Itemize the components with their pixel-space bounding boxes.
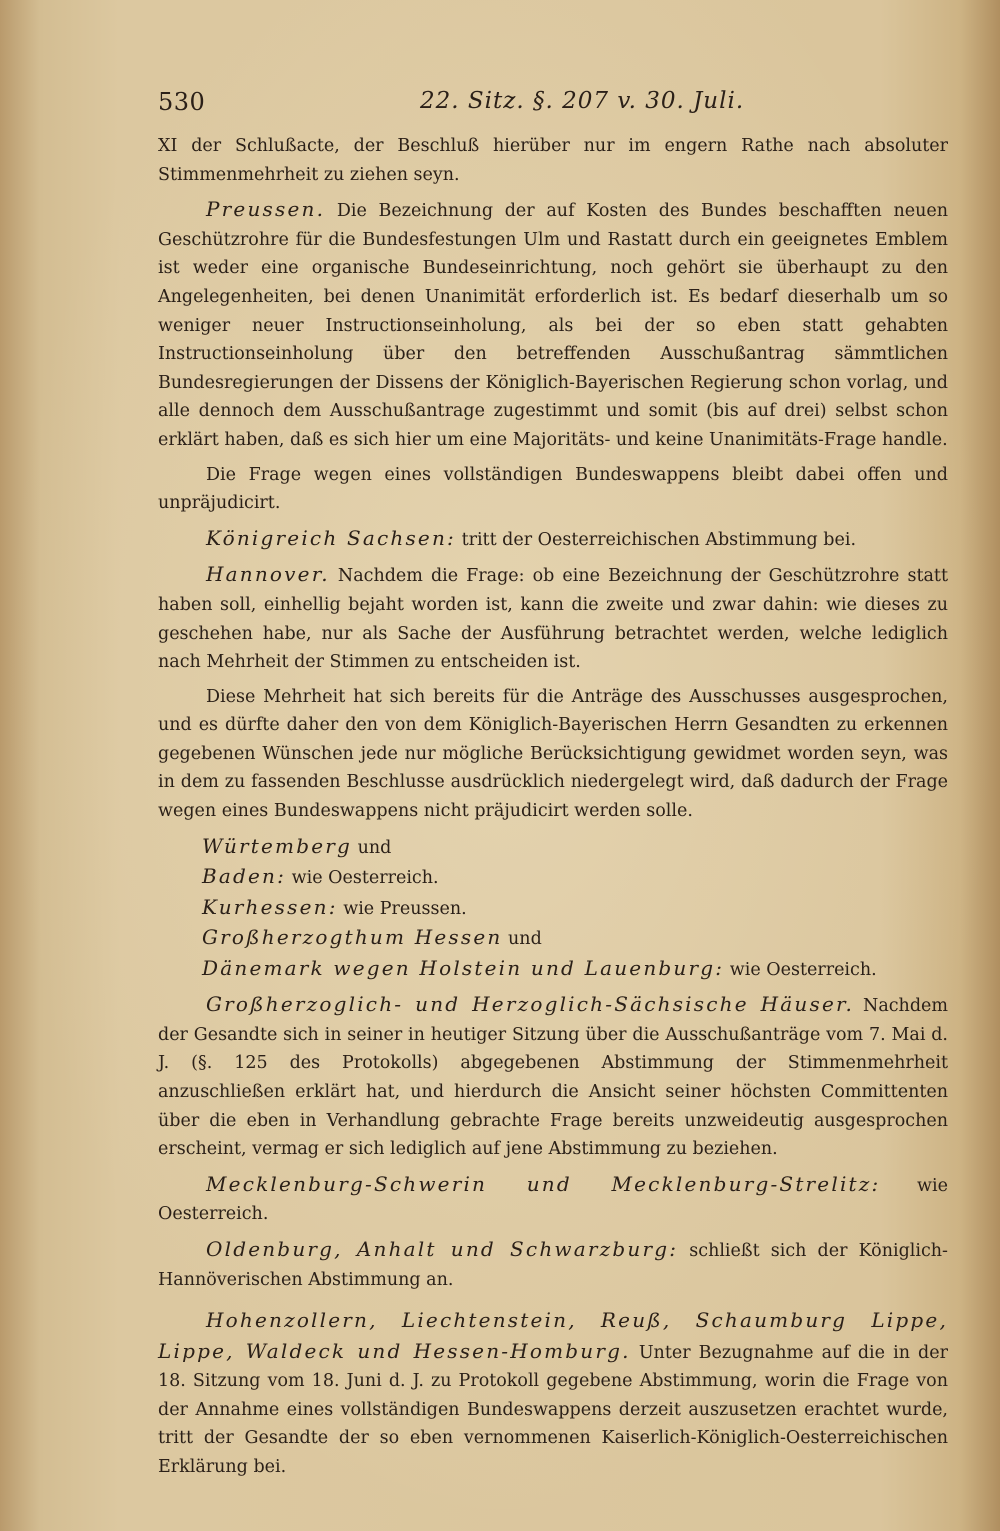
paragraph-hohenzollern	[158, 1306, 948, 1482]
speaker-name: Mecklenburg-Schwerin und Mecklenburg-Strelitz:	[206, 1171, 881, 1196]
vote-text: wie Oesterreich.	[291, 868, 439, 889]
page-header	[158, 88, 948, 122]
paragraph-text: wie Oesterreich.	[158, 1175, 948, 1225]
running-head: 22. Sitz. §. 207 v. 30. Juli.	[420, 88, 745, 114]
vote-text: wie Preussen.	[343, 898, 467, 919]
vote-text: und	[357, 837, 392, 858]
page-body	[158, 132, 948, 1488]
list-item	[202, 832, 948, 863]
paragraph-preussen	[158, 195, 948, 454]
speaker-name: Baden:	[202, 864, 287, 889]
paragraph-text: Die Bezeichnung der auf Kosten des Bundes beschafften neuen Geschützrohre für die Bundesfestungen Ulm und Rastatt durch ein geeignetes Emblem ist weder eine organische Bundeseinrichtung, noch gehört sie überhaupt zu den Angelegenheiten, bei denen Unanimität erforderlich ist. Es bedarf dieserhalb um so weniger neuer Instructionseinholung, als bei der so eben statt gehabten Instructionseinholung über den betreffenden Ausschußantrag sämmtlichen Bundesregierungen der Dissens der Königlich-Bayerischen Regierung schon vorlag, und alle dennoch dem Ausschußantrage zugestimmt und somit (bis auf drei) selbst schon erklärt haben, daß es sich hier um eine Majoritäts- und keine Unanimitäts-Frage handle.	[158, 201, 948, 450]
speaker-name: Hannover.	[206, 562, 330, 587]
list-item	[202, 862, 948, 893]
speaker-name: Würtemberg	[202, 833, 353, 858]
paragraph-text: Die Frage wegen eines vollständigen Bundeswappens bleibt dabei offen und unpräjudicirt.	[158, 464, 948, 514]
paragraph-saechsische-haeuser	[158, 990, 948, 1164]
speaker-name: Großherzoglich- und Herzoglich-Sächsische Häuser.	[206, 992, 855, 1017]
speaker-name: Großherzogthum Hessen	[202, 925, 503, 950]
speaker-name: Dänemark wegen Holstein und Lauenburg:	[202, 955, 725, 980]
list-item	[202, 954, 948, 985]
paragraph-text: schließt sich der Königlich-Hannöverischen Abstimmung an.	[158, 1240, 948, 1290]
speaker-name: Preussen.	[206, 197, 326, 222]
list-item	[202, 893, 948, 924]
speaker-name: Kurhessen:	[202, 894, 338, 919]
paragraph-text: Nachdem die Frage: ob eine Bezeichnung der Geschützrohre statt haben soll, einhellig bejaht worden ist, kann die zweite und zwar dahin: wie dieses zu geschehen habe, nur als Sache der Ausführung betrachtet werden, welche lediglich nach Mehrheit der Stimmen zu entscheiden ist.	[158, 566, 948, 673]
paragraph-mecklenburg	[158, 1170, 948, 1229]
list-item	[202, 923, 948, 954]
vote-text: und	[508, 929, 542, 950]
paragraph-text: tritt der Oesterreichischen Abstimmung bei.	[461, 529, 857, 550]
paragraph-text: Nachdem der Gesandte sich in seiner in heutiger Sitzung über die Ausschußanträge vom 7. Mai d. J. (§. 125 des Protokolls) abgegebenen Abstimmung der Stimmenmehrheit anzuschließen erklärt hat, und hierdurch die Ansicht seiner höchsten Committenten über die eben in Verhandlung gebrachte Frage bereits unzweideutig ausgesprochen erscheint, vermag er sich lediglich auf jene Abstimmung zu beziehen.	[158, 996, 948, 1160]
page-number: 530	[158, 88, 206, 116]
paragraph-text: Diese Mehrheit hat sich bereits für die Anträge des Ausschusses ausgesprochen, und es dürfte daher den von dem Königlich-Bayerischen Herrn Gesandten zu erkennen gegebenen Wünschen jede nur mögliche Berücksichtigung gewidmet worden seyn, was in dem zu fassenden Beschlusse ausdrücklich niedergelegt wird, daß dadurch der Frage wegen eines Bundeswappens nicht präjudicirt werden solle.	[158, 686, 948, 822]
paragraph-oldenburg	[158, 1235, 948, 1294]
state-vote-list	[202, 832, 948, 985]
paragraph-text: Unter Bezugnahme auf die in der 18. Sitzung vom 18. Juni d. J. zu Protokoll gegebene Abstimmung, worin die Frage von der Annahme eines vollständigen Bundeswappens derzeit auszusetzen erachtet wurde, tritt der Gesandte der so eben vernommenen Kaiserlich-Königlich-Oesterreichischen Erklärung bei.	[158, 1342, 948, 1478]
paragraph-hannover	[158, 560, 948, 676]
speaker-name: Hohenzollern, Liechtenstein, Reuß, Schaumburg Lippe, Lippe, Waldeck und Hessen-Homburg.	[158, 1308, 948, 1363]
speaker-name: Oldenburg, Anhalt und Schwarzburg:	[206, 1236, 679, 1261]
vote-text: wie Oesterreich.	[729, 959, 877, 980]
speaker-name: Königreich Sachsen:	[206, 525, 456, 550]
paragraph-continuation: XI der Schlußacte, der Beschluß hierüber nur im engern Rathe nach absoluter Stimmenmehrheit zu ziehen seyn.	[158, 136, 948, 185]
paragraph-sachsen	[158, 524, 948, 555]
